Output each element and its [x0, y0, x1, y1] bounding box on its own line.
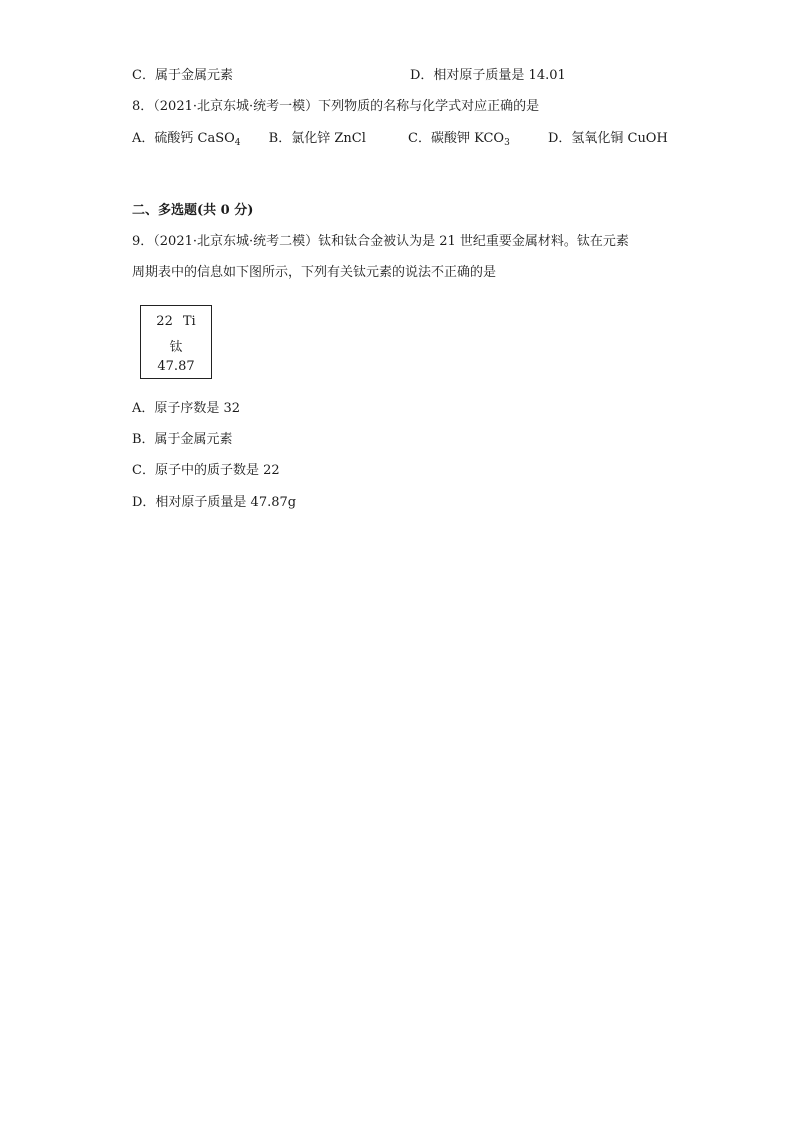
q9-option-a: A．原子序数是 32 [132, 401, 241, 416]
element-header [141, 314, 211, 329]
q8-stem: 8．（2021·北京东城·统考一模）下列物质的名称与化学式对应正确的是 [132, 99, 540, 114]
q8-option-c [408, 130, 510, 148]
q9-option-d: D．相对原子质量是 47.87g [132, 495, 297, 510]
q8-option-d: D．氢氧化铜 CuOH [547, 131, 668, 146]
q8-option-a [132, 130, 241, 148]
q9-stem-line1: 9．（2021·北京东城·统考二模）钛和钛合金被认为是 21 世纪重要金属材料。钛在元素 [132, 234, 629, 249]
q8-options [132, 130, 668, 148]
prev-option-c: C．属于金属元素 [132, 68, 233, 83]
q9-option-b: B．属于金属元素 [132, 432, 233, 447]
element-symbol: Ti [182, 314, 196, 329]
q8-option-c-subscript: 3 [504, 138, 510, 148]
element-name: 钛 [169, 340, 183, 355]
section-heading: 二、多选题(共 0 分) [132, 203, 254, 218]
element-atomic-number: 22 [156, 314, 173, 329]
q8-option-b: B．氯化锌 ZnCl [268, 131, 366, 146]
q8-option-a-text: A．硫酸钙 CaSO [132, 131, 235, 146]
q8-option-c-text: C．碳酸钾 KCO [408, 131, 505, 146]
prev-option-d: D．相对原子质量是 14.01 [410, 68, 566, 83]
periodic-element-box [140, 305, 212, 379]
q8-option-a-subscript: 4 [234, 138, 241, 148]
element-atomic-mass: 47.87 [157, 359, 195, 374]
q9-stem-line2: 周期表中的信息如下图所示，下列有关钛元素的说法不正确的是 [132, 265, 497, 280]
q9-option-c: C．原子中的质子数是 22 [132, 463, 280, 478]
